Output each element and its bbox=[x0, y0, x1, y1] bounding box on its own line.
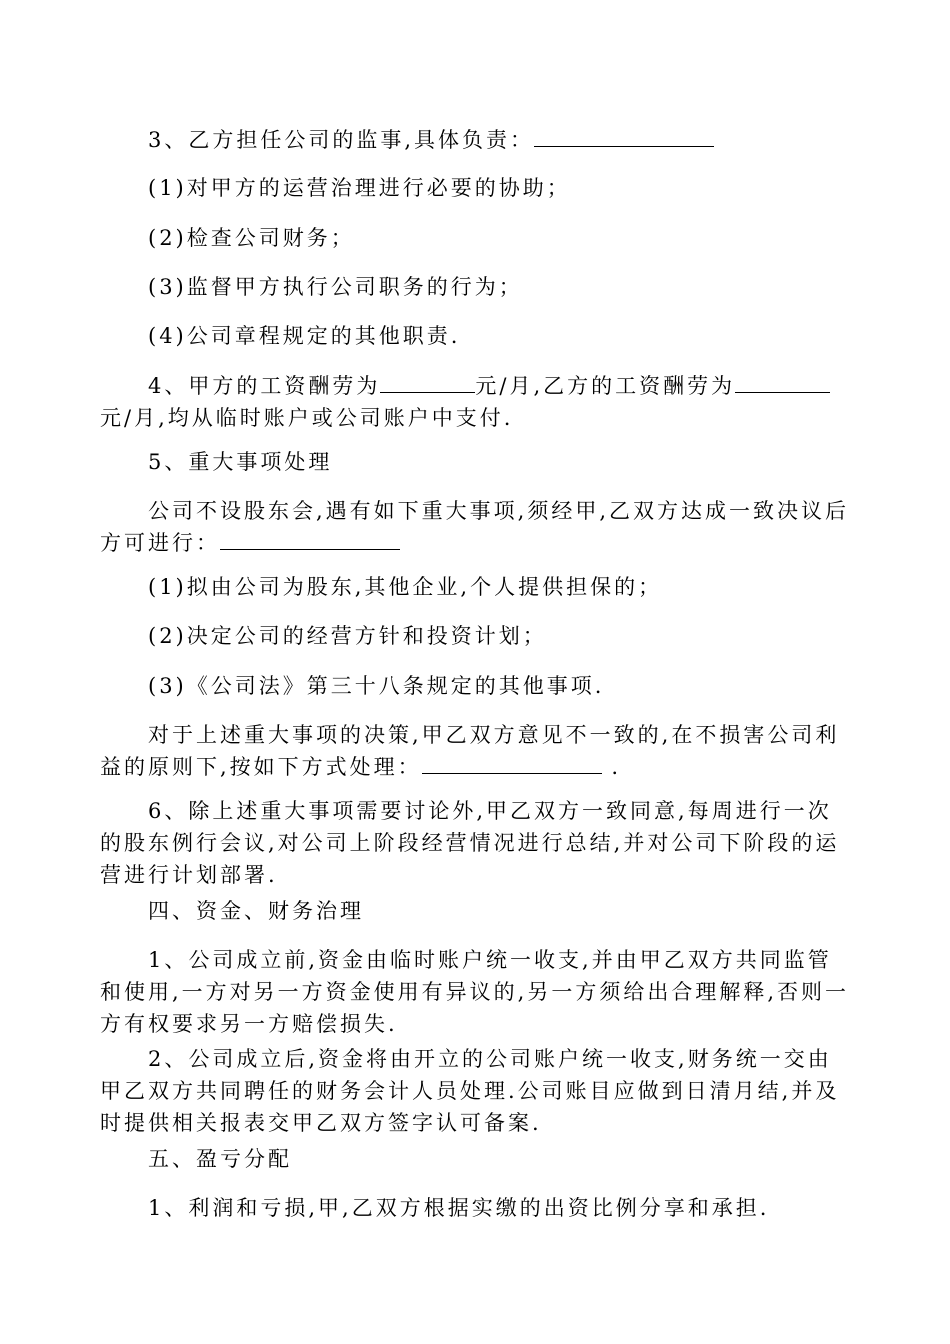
clause-item: (3)监督甲方执行公司职务的行为； bbox=[148, 275, 523, 299]
clause-text: 4、甲方的工资酬劳为 bbox=[148, 374, 381, 398]
clause-item: (1)对甲方的运营治理进行必要的协助； bbox=[148, 176, 571, 200]
clause-paragraph bbox=[100, 719, 855, 783]
clause-item: (4)公司章程规定的其他职责. bbox=[148, 324, 461, 348]
section-heading: 5、重大事项处理 bbox=[148, 450, 333, 474]
section-heading: 五、盈亏分配 bbox=[148, 1147, 292, 1171]
clause-paragraph: 1、公司成立前,资金由临时账户统一收支,并由甲乙双方共同监管和使用,一方对另一方资金使用有异议的,另一方须给出合理解释,否则一方有权要求另一方赔偿损失. bbox=[100, 948, 850, 1036]
fill-in-blank bbox=[220, 531, 400, 550]
section-heading: 四、资金、财务治理 bbox=[148, 899, 364, 923]
clause-4-salary bbox=[100, 370, 855, 434]
clause-item: (1)拟由公司为股东,其他企业,个人提供担保的； bbox=[148, 575, 663, 599]
fill-in-blank bbox=[534, 128, 714, 147]
clause-paragraph: 6、除上述重大事项需要讨论外,甲乙双方一致同意,每周进行一次的股东例行会议,对公司上阶段经营情况进行总结,并对公司下阶段的运营进行计划部署. bbox=[100, 799, 840, 887]
clause-item: (3)《公司法》第三十八条规定的其他事项. bbox=[148, 674, 605, 698]
clause-text: 元/月,乙方的工资酬劳为 bbox=[475, 374, 736, 398]
clause-text: 对于上述重大事项的决策,甲乙双方意见不一致的,在不损害公司利益的原则下,按如下方式处理： bbox=[100, 723, 840, 779]
fill-in-blank bbox=[380, 374, 475, 393]
clause-paragraph: 1、利润和亏损,甲,乙双方根据实缴的出资比例分享和承担. bbox=[148, 1196, 770, 1220]
fill-in-blank bbox=[422, 755, 602, 774]
clause-text: . bbox=[611, 755, 622, 779]
clause-text: 3、乙方担任公司的监事,具体负责： bbox=[148, 128, 535, 152]
fill-in-blank bbox=[735, 374, 830, 393]
clause-paragraph bbox=[100, 495, 855, 559]
clause-3-supervisor bbox=[100, 124, 855, 156]
clause-paragraph: 2、公司成立后,资金将由开立的公司账户统一收支,财务统一交由甲乙双方共同聘任的财务会计人员处理.公司账目应做到日清月结,并及时提供相关报表交甲乙双方签字认可备案. bbox=[100, 1047, 840, 1135]
clause-item: (2)检查公司财务； bbox=[148, 226, 355, 250]
clause-text: 公司不设股东会,遇有如下重大事项,须经甲,乙双方达成一致决议后方可进行： bbox=[100, 499, 850, 555]
clause-item: (2)决定公司的经营方针和投资计划； bbox=[148, 624, 547, 648]
clause-text: 元/月,均从临时账户或公司账户中支付. bbox=[100, 406, 514, 430]
